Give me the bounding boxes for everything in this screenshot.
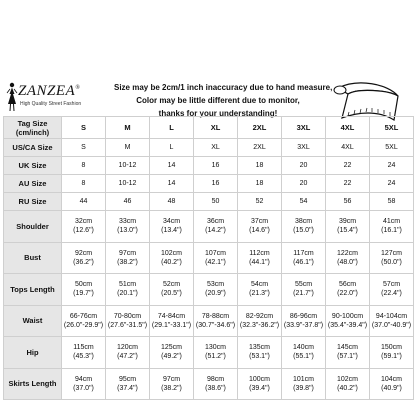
- cm-value: 82-92cm: [245, 312, 274, 320]
- cm-value: 34cm: [162, 218, 181, 226]
- cm-value: 36cm: [206, 218, 225, 226]
- size-header-cell: 5XL: [370, 117, 414, 139]
- measurement-cell: [238, 242, 282, 274]
- size-cell: S: [62, 139, 106, 157]
- cm-value: 86-96cm: [289, 312, 318, 320]
- measurement-cell: [370, 211, 414, 243]
- cm-value: 74-84cm: [157, 312, 186, 320]
- cm-value: 39cm: [338, 218, 357, 226]
- size-header-cell: S: [62, 117, 106, 139]
- cm-value: 54cm: [250, 281, 269, 289]
- inch-value: (53.1"): [249, 353, 270, 361]
- inch-value: (38.6"): [205, 384, 226, 392]
- brand-tagline: High Quality Street Fashion: [20, 101, 82, 107]
- size-cell: 46: [106, 193, 150, 211]
- cm-value: 32cm: [74, 218, 93, 226]
- cm-value: 150cm: [380, 344, 402, 352]
- inch-value: (47.2"): [117, 353, 138, 361]
- size-cell: 4XL: [326, 139, 370, 157]
- brand-name: ZANZEA: [18, 83, 76, 99]
- inch-value: (44.1"): [249, 258, 270, 266]
- size-cell: 24: [370, 175, 414, 193]
- measurement-cell: [370, 242, 414, 274]
- cm-value: 112cm: [249, 249, 270, 257]
- measurement-cell: [106, 337, 150, 369]
- cm-value: 117cm: [293, 249, 314, 257]
- measurement-row: [4, 337, 414, 369]
- measurement-cell: [150, 305, 194, 337]
- inch-value: (38.2"): [117, 258, 138, 266]
- size-cell: 52: [238, 193, 282, 211]
- cm-value: 97cm: [162, 375, 181, 383]
- header: [0, 0, 416, 116]
- measurement-cell: [326, 274, 370, 306]
- size-row-label: RU Size: [4, 193, 62, 211]
- size-cell: 44: [62, 193, 106, 211]
- inch-value: (46.1"): [293, 258, 314, 266]
- size-row: [4, 157, 414, 175]
- notice-line-1: Size may be 2cm/1 inch inaccuracy due to hand measure,: [114, 83, 333, 92]
- measurement-cell: [106, 305, 150, 337]
- cm-value: 125cm: [160, 344, 182, 352]
- measurement-cell: [106, 368, 150, 400]
- inch-value: (39.8"): [293, 384, 314, 392]
- size-cell: 14: [150, 157, 194, 175]
- cm-value: 135cm: [248, 344, 270, 352]
- cm-value: 56cm: [338, 281, 357, 289]
- cm-value: 100cm: [248, 375, 270, 383]
- size-cell: 18: [238, 175, 282, 193]
- measurement-cell: [62, 305, 106, 337]
- measurement-row: [4, 274, 414, 306]
- size-cell: 24: [370, 157, 414, 175]
- size-row-label: AU Size: [4, 175, 62, 193]
- measurement-row: [4, 242, 414, 274]
- measurement-row: [4, 305, 414, 337]
- inch-value: (50.0"): [381, 258, 402, 266]
- cm-value: 115cm: [73, 344, 94, 352]
- size-cell: L: [150, 139, 194, 157]
- measurement-row: [4, 368, 414, 400]
- measurement-cell: [238, 368, 282, 400]
- measurement-row: [4, 211, 414, 243]
- size-cell: 22: [326, 175, 370, 193]
- inch-value: (22.4"): [381, 290, 402, 298]
- measurement-cell: [370, 368, 414, 400]
- table-header-row: [4, 117, 414, 139]
- inch-value: (38.2"): [161, 384, 182, 392]
- measurement-cell: [150, 337, 194, 369]
- cm-value: 102cm: [160, 249, 182, 257]
- inch-value: (16.1"): [381, 227, 402, 235]
- size-cell: 8: [62, 175, 106, 193]
- cm-value: 94cm: [74, 375, 93, 383]
- inch-value: (13.4"): [161, 227, 182, 235]
- measurement-cell: [106, 242, 150, 274]
- size-header-cell: M: [106, 117, 150, 139]
- inch-value: (20.1"): [117, 290, 138, 298]
- cm-value: 66-76cm: [69, 312, 98, 320]
- cm-value: 55cm: [294, 281, 313, 289]
- cm-value: 78-88cm: [201, 312, 230, 320]
- inch-value: (14.6"): [249, 227, 270, 235]
- inch-value: (49.2"): [161, 353, 182, 361]
- size-header-cell: 4XL: [326, 117, 370, 139]
- inch-value: (21.7"): [293, 290, 314, 298]
- measurement-cell: [62, 242, 106, 274]
- measurement-cell: [106, 274, 150, 306]
- size-cell: 16: [194, 175, 238, 193]
- inch-value: (21.3"): [249, 290, 270, 298]
- inch-value: (15.4"): [337, 227, 358, 235]
- cm-value: 92cm: [74, 249, 93, 257]
- notice-line-2: Color may be little different due to monitor,: [136, 96, 300, 105]
- measurement-cell: [150, 274, 194, 306]
- inch-value: (12.6"): [73, 227, 94, 235]
- measurement-cell: [62, 211, 106, 243]
- size-cell: XL: [194, 139, 238, 157]
- measurement-cell: [238, 305, 282, 337]
- inch-value: (14.2"): [205, 227, 226, 235]
- measurement-cell: [194, 368, 238, 400]
- measurement-cell: [194, 305, 238, 337]
- inch-value: (22.0"): [337, 290, 358, 298]
- cm-value: 70-80cm: [113, 312, 142, 320]
- measurement-cell: [62, 337, 106, 369]
- cm-value: 104cm: [380, 375, 402, 383]
- inch-value: (15.0"): [293, 227, 314, 235]
- inch-value: (20.9"): [205, 290, 226, 298]
- measurement-cell: [194, 211, 238, 243]
- cm-value: 94-104cm: [375, 312, 408, 320]
- inch-value: (51.2"): [205, 353, 226, 361]
- registered-mark: ®: [75, 85, 81, 91]
- measurement-cell: [326, 337, 370, 369]
- inch-value: (33.9"-37.8"): [283, 321, 324, 329]
- cm-value: 51cm: [118, 281, 137, 289]
- measurement-cell: [238, 274, 282, 306]
- cm-value: 41cm: [382, 218, 401, 226]
- inch-value: (35.4"-39.4"): [327, 321, 368, 329]
- inch-value: (59.1"): [381, 353, 402, 361]
- cm-value: 97cm: [118, 249, 137, 257]
- inch-value: (55.1"): [293, 353, 314, 361]
- size-cell: 16: [194, 157, 238, 175]
- measurement-row-label: Bust: [4, 242, 62, 274]
- inch-value: (40.2"): [337, 384, 358, 392]
- size-cell: 2XL: [238, 139, 282, 157]
- inch-value: (57.1"): [337, 353, 358, 361]
- measurement-cell: [62, 274, 106, 306]
- size-header-cell: 3XL: [282, 117, 326, 139]
- cm-value: 98cm: [206, 375, 225, 383]
- inch-value: (26.0"-29.9"): [63, 321, 104, 329]
- size-cell: 10-12: [106, 175, 150, 193]
- size-cell: 48: [150, 193, 194, 211]
- cm-value: 57cm: [382, 281, 401, 289]
- size-row-label: UK Size: [4, 157, 62, 175]
- cm-value: 120cm: [116, 344, 138, 352]
- inch-value: (37.0"-40.9"): [371, 321, 412, 329]
- brand-logo: [4, 80, 114, 114]
- measurement-cell: [326, 211, 370, 243]
- measurement-cell: [282, 305, 326, 337]
- size-cell: 58: [370, 193, 414, 211]
- measurement-cell: [282, 368, 326, 400]
- cm-value: 145cm: [336, 344, 358, 352]
- inch-value: (42.1"): [205, 258, 226, 266]
- cm-value: 122cm: [336, 249, 358, 257]
- measurement-row-label: Waist: [4, 305, 62, 337]
- measurement-row-label: Tops Length: [4, 274, 62, 306]
- inch-value: (36.2"): [73, 258, 94, 266]
- cm-value: 130cm: [204, 344, 226, 352]
- size-cell: 14: [150, 175, 194, 193]
- measurement-cell: [238, 337, 282, 369]
- size-cell: M: [106, 139, 150, 157]
- size-cell: 56: [326, 193, 370, 211]
- cm-value: 52cm: [162, 281, 181, 289]
- measurement-cell: [326, 305, 370, 337]
- measurement-cell: [282, 337, 326, 369]
- size-row-label: US/CA Size: [4, 139, 62, 157]
- cm-value: 107cm: [204, 249, 226, 257]
- size-cell: 20: [282, 157, 326, 175]
- size-cell: 18: [238, 157, 282, 175]
- measurement-cell: [150, 368, 194, 400]
- measurement-cell: [106, 211, 150, 243]
- size-header-cell: XL: [194, 117, 238, 139]
- measurement-cell: [62, 368, 106, 400]
- size-table-body: [4, 117, 414, 400]
- inch-value: (48.0"): [337, 258, 358, 266]
- inch-value: (45.3"): [73, 353, 94, 361]
- cm-value: 102cm: [336, 375, 358, 383]
- measurement-cell: [194, 337, 238, 369]
- size-cell: 10-12: [106, 157, 150, 175]
- size-cell: 5XL: [370, 139, 414, 157]
- cm-value: 38cm: [294, 218, 313, 226]
- size-cell: 54: [282, 193, 326, 211]
- measurement-cell: [282, 274, 326, 306]
- inch-value: (29.1"-33.1"): [151, 321, 192, 329]
- measurement-cell: [370, 274, 414, 306]
- inch-value: (30.7"-34.6"): [195, 321, 236, 329]
- inch-value: (37.0"): [73, 384, 94, 392]
- cm-value: 37cm: [250, 218, 269, 226]
- cm-value: 53cm: [206, 281, 225, 289]
- size-header-cell: 2XL: [238, 117, 282, 139]
- tag-size-header: Tag Size (cm/inch): [4, 117, 62, 139]
- size-header-cell: L: [150, 117, 194, 139]
- cm-value: 95cm: [118, 375, 137, 383]
- inch-value: (20.5"): [161, 290, 182, 298]
- size-cell: 8: [62, 157, 106, 175]
- measurement-row-label: Shoulder: [4, 211, 62, 243]
- cm-value: 101cm: [292, 375, 314, 383]
- size-table-container: [3, 116, 413, 400]
- inch-value: (19.7"): [73, 290, 94, 298]
- inch-value: (27.6"-31.5"): [107, 321, 148, 329]
- inch-value: (40.2"): [161, 258, 182, 266]
- size-cell: 3XL: [282, 139, 326, 157]
- measurement-cell: [194, 274, 238, 306]
- measurement-cell: [282, 242, 326, 274]
- measurement-cell: [370, 337, 414, 369]
- cm-value: 33cm: [118, 218, 137, 226]
- cm-value: 140cm: [292, 344, 314, 352]
- size-row: [4, 193, 414, 211]
- cm-value: 90-100cm: [331, 312, 364, 320]
- measurement-cell: [370, 305, 414, 337]
- measurement-row-label: Skirts Length: [4, 368, 62, 400]
- measurement-cell: [150, 242, 194, 274]
- size-row: [4, 175, 414, 193]
- size-cell: 22: [326, 157, 370, 175]
- size-table: [3, 116, 414, 400]
- measurement-cell: [326, 368, 370, 400]
- inch-value: (39.4"): [249, 384, 270, 392]
- size-cell: 50: [194, 193, 238, 211]
- measurement-cell: [326, 242, 370, 274]
- inch-value: (37.4"): [117, 384, 138, 392]
- measurement-cell: [238, 211, 282, 243]
- measurement-cell: [282, 211, 326, 243]
- notice-line-3: thanks for your understanding!: [158, 109, 278, 118]
- cm-value: 127cm: [380, 249, 402, 257]
- size-cell: 20: [282, 175, 326, 193]
- inch-value: (40.9"): [381, 384, 402, 392]
- measurement-cell: [150, 211, 194, 243]
- cm-value: 50cm: [74, 281, 93, 289]
- inch-value: (32.3"-36.2"): [239, 321, 280, 329]
- measurement-row-label: Hip: [4, 337, 62, 369]
- inch-value: (13.0"): [117, 227, 138, 235]
- measurement-notice: [114, 81, 333, 120]
- measurement-cell: [194, 242, 238, 274]
- size-row: [4, 139, 414, 157]
